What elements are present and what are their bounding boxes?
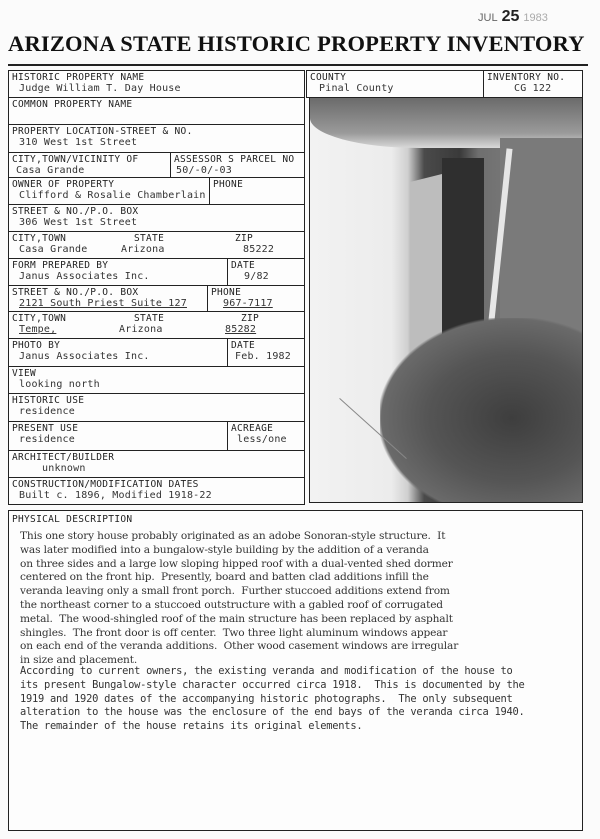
field-value: Built c. 1896, Modified 1918-22	[19, 490, 212, 501]
field-label: CITY,TOWN/VICINITY OF	[12, 154, 139, 165]
prepared-date-field[interactable]	[227, 258, 305, 286]
preparer-state-value[interactable]: Arizona	[119, 324, 163, 335]
view-field[interactable]	[8, 366, 305, 394]
preparer-city-label: CITY,TOWN	[12, 313, 67, 324]
physical-description-section	[8, 510, 583, 831]
field-label: PROPERTY LOCATION-STREET & NO.	[12, 126, 193, 137]
field-value: 50/-0/-03	[176, 165, 232, 176]
shrub	[380, 318, 583, 503]
field-value: 2121 South Priest Suite 127	[19, 298, 187, 309]
field-label: PHONE	[211, 287, 242, 298]
owner-state-value[interactable]: Arizona	[121, 244, 165, 255]
owner-zip-label: ZIP	[235, 233, 254, 244]
field-label: COUNTY	[310, 72, 347, 83]
field-label: PRESENT USE	[12, 423, 79, 434]
field-value: 310 West 1st Street	[19, 137, 138, 148]
preparer-city-state-zip-row	[8, 311, 305, 339]
stamp-day: 25	[501, 8, 520, 25]
field-label: CONSTRUCTION/MODIFICATION DATES	[12, 479, 199, 490]
acreage-field[interactable]	[227, 421, 305, 451]
field-label: PHONE	[213, 179, 244, 190]
field-label: HISTORIC PROPERTY NAME	[12, 72, 145, 83]
field-value: Janus Associates Inc.	[19, 351, 150, 362]
field-value: Janus Associates Inc.	[19, 271, 150, 282]
owner-street-field[interactable]	[8, 204, 305, 232]
field-value: Clifford & Rosalie Chamberlain	[19, 190, 206, 201]
field-label: DATE	[231, 260, 256, 271]
construction-dates-field[interactable]	[8, 477, 305, 505]
county-field[interactable]	[306, 70, 484, 98]
historic-name-field[interactable]	[8, 70, 305, 98]
preparer-state-label: STATE	[134, 313, 165, 324]
historic-use-field[interactable]	[8, 393, 305, 422]
preparer-phone-field[interactable]	[207, 285, 305, 312]
field-label: INVENTORY NO.	[487, 72, 566, 83]
field-value: looking north	[19, 379, 100, 390]
description-paragraph-2: According to current owners, the existing veranda and modification of the house to its present Bungalow-style character occurred circa 1918. This is documented by the 1919 and 1920 dates of the accompanying historic photographs. The only subsequent alteration to the house was the enclosure of the end bays of the veranda circa 1940. The remainder of the house retains its original elements.	[20, 665, 525, 733]
assessor-parcel-field[interactable]	[170, 152, 305, 178]
owner-state-label: STATE	[134, 233, 165, 244]
field-label: COMMON PROPERTY NAME	[12, 99, 133, 110]
field-value: Judge William T. Day House	[19, 83, 181, 94]
preparer-zip-value[interactable]: 85282	[225, 324, 257, 335]
preparer-street-field[interactable]	[8, 285, 208, 312]
field-value: Feb. 1982	[235, 351, 291, 362]
description-paragraph-1: This one story house probably originated as an adobe Sonoran-style structure. It was later modified into a bungalow-style building by the addition of a veranda on three sides and a large low sloping hipped roof with a dual-vented shed dormer centered on the front hip. Presently, board and batten clad additions infill the veranda leaving only a small front porch. Further stuccoed additions extend from the northeast corner to a stuccoed outstructure with a gabled roof of corrugated metal. The wood-shingled roof of the main structure has been replaced by asphalt shingles. The front door is off center. Two three light aluminum windows appear on each end of the veranda additions. Other wood casement windows are irregular in size and placement.	[20, 530, 459, 667]
owner-city-label: CITY,TOWN	[12, 233, 67, 244]
physical-description-label: PHYSICAL DESCRIPTION	[12, 514, 133, 525]
field-label: ACREAGE	[231, 423, 274, 434]
field-value: 306 West 1st Street	[19, 217, 138, 228]
owner-zip-value[interactable]: 85222	[243, 244, 275, 255]
field-value: residence	[19, 434, 75, 445]
property-photograph	[309, 97, 583, 503]
owner-city-state-zip-row	[8, 231, 305, 259]
field-label: ARCHITECT/BUILDER	[12, 452, 115, 463]
photo-by-field[interactable]	[8, 338, 228, 367]
field-value: Pinal County	[319, 83, 394, 94]
field-value: less/one	[237, 434, 287, 445]
field-label: DATE	[231, 340, 256, 351]
stamp-year: 1983	[523, 12, 548, 24]
field-label: VIEW	[12, 368, 37, 379]
field-label: FORM PREPARED BY	[12, 260, 109, 271]
preparer-zip-label: ZIP	[241, 313, 260, 324]
field-label: ASSESSOR S PARCEL NO	[174, 154, 295, 165]
owner-city-value[interactable]: Casa Grande	[19, 244, 88, 255]
field-label: STREET & NO./P.O. BOX	[12, 287, 139, 298]
owner-phone-field[interactable]	[209, 177, 305, 205]
field-label: PHOTO BY	[12, 340, 61, 351]
property-location-field[interactable]	[8, 124, 305, 153]
field-label: HISTORIC USE	[12, 395, 85, 406]
field-value: Casa Grande	[16, 165, 85, 176]
city-vicinity-field[interactable]	[8, 152, 171, 178]
owner-field[interactable]	[8, 177, 210, 205]
field-value: 967-7117	[223, 298, 273, 309]
preparer-city-value[interactable]: Tempe,	[19, 324, 57, 335]
present-use-field[interactable]	[8, 421, 228, 451]
inventory-number-field[interactable]	[483, 70, 583, 98]
photo-date-field[interactable]	[227, 338, 305, 367]
title-divider	[8, 64, 588, 66]
field-value: residence	[19, 406, 75, 417]
received-date-stamp	[478, 8, 548, 26]
field-label: OWNER OF PROPERTY	[12, 179, 115, 190]
field-value: 9/82	[244, 271, 269, 282]
form-title: ARIZONA STATE HISTORIC PROPERTY INVENTORY	[8, 31, 585, 56]
field-label: STREET & NO./P.O. BOX	[12, 206, 139, 217]
form-prepared-by-field[interactable]	[8, 258, 228, 286]
field-value: unknown	[42, 463, 86, 474]
architect-builder-field[interactable]	[8, 450, 305, 478]
common-name-field[interactable]	[8, 97, 305, 125]
field-value: CG 122	[514, 83, 552, 94]
stamp-month: JUL	[478, 12, 498, 24]
